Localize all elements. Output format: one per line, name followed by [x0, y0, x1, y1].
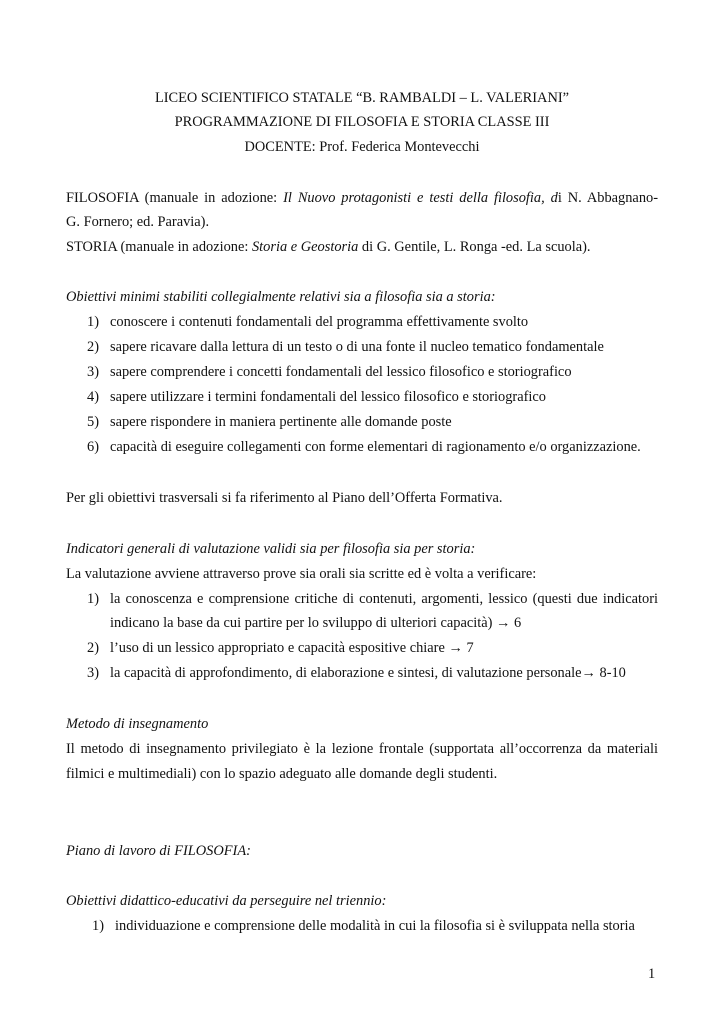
list-item: l’uso di un lessico appropriato e capacità espositive chiare → 7: [110, 640, 474, 656]
storia-suffix: di G. Gentile, L. Ronga -ed. La scuola).: [358, 239, 591, 255]
programme-title: PROGRAMMAZIONE DI FILOSOFIA E STORIA CLASSE III: [174, 114, 550, 130]
filosofia-book-title: Il Nuovo protagonisti e testi della filosofia, d: [283, 190, 558, 206]
list-item: la capacità di approfondimento, di elaborazione e sintesi, di valutazione personale→ 8-10: [110, 665, 626, 681]
list-item: individuazione e comprensione delle modalità in cui la filosofia si è sviluppata nella storia: [115, 918, 635, 934]
list-number: 6): [87, 439, 99, 455]
list-number: 1): [87, 591, 99, 607]
plan-objectives-heading: Obiettivi didattico-educativi da perseguire nel triennio:: [66, 893, 387, 909]
list-number: 3): [87, 665, 99, 681]
filosofia-textbook-line2: G. Fornero; ed. Paravia).: [66, 214, 210, 230]
method-heading: Metodo di insegnamento: [66, 716, 209, 732]
indicators-heading: Indicatori generali di valutazione validi sia per filosofia sia per storia:: [66, 541, 476, 557]
list-number: 5): [87, 414, 99, 430]
teacher-line: DOCENTE: Prof. Federica Montevecchi: [244, 139, 480, 155]
list-item: capacità di eseguire collegamenti con forme elementari di ragionamento e/o organizzazione.: [110, 439, 641, 455]
transversal-objectives: Per gli obiettivi trasversali si fa riferimento al Piano dell’Offerta Formativa.: [66, 490, 503, 506]
list-item: sapere utilizzare i termini fondamentali del lessico filosofico e storiografico: [110, 389, 546, 405]
plan-heading: Piano di lavoro di FILOSOFIA:: [66, 843, 251, 859]
list-item-continuation: indicano la base da cui partire per lo sviluppo di ulteriori capacità) → 6: [110, 615, 522, 631]
list-number: 4): [87, 389, 99, 405]
method-paragraph: Il metodo di insegnamento privilegiato è la lezione frontale (supportata all’occorrenza da materiali: [66, 741, 658, 757]
page-number: 1: [648, 966, 656, 982]
list-number: 1): [92, 918, 104, 934]
storia-textbook: [66, 238, 591, 256]
list-number: 3): [87, 364, 99, 380]
storia-prefix: STORIA (manuale in adozione:: [66, 239, 252, 255]
indicators-intro: La valutazione avviene attraverso prove sia orali sia scritte ed è volta a verificare:: [66, 566, 537, 582]
objectives-heading: Obiettivi minimi stabiliti collegialmente relativi sia a filosofia sia a storia:: [66, 289, 496, 305]
filosofia-textbook: [66, 189, 658, 207]
school-title: LICEO SCIENTIFICO STATALE “B. RAMBALDI – L. VALERIANI”: [154, 90, 570, 106]
list-number: 2): [87, 640, 99, 656]
list-item: sapere comprendere i concetti fondamentali del lessico filosofico e storiografico: [110, 364, 572, 380]
list-number: 1): [87, 314, 99, 330]
list-item: sapere rispondere in maniera pertinente alle domande poste: [110, 414, 452, 430]
filosofia-suffix: i N. Abbagnano-: [557, 190, 659, 206]
list-item: la conoscenza e comprensione critiche di contenuti, argomenti, lessico (questi due indicatori: [110, 591, 658, 607]
list-number: 2): [87, 339, 99, 355]
list-item: conoscere i contenuti fondamentali del programma effettivamente svolto: [110, 314, 529, 330]
method-paragraph-line2: filmici e multimediali) con lo spazio adeguato alle domande degli studenti.: [66, 766, 498, 782]
filosofia-prefix: FILOSOFIA (manuale in adozione:: [66, 190, 284, 206]
storia-book-title: Storia e Geostoria: [251, 239, 359, 255]
list-item: sapere ricavare dalla lettura di un testo o di una fonte il nucleo tematico fondamentale: [110, 339, 604, 355]
